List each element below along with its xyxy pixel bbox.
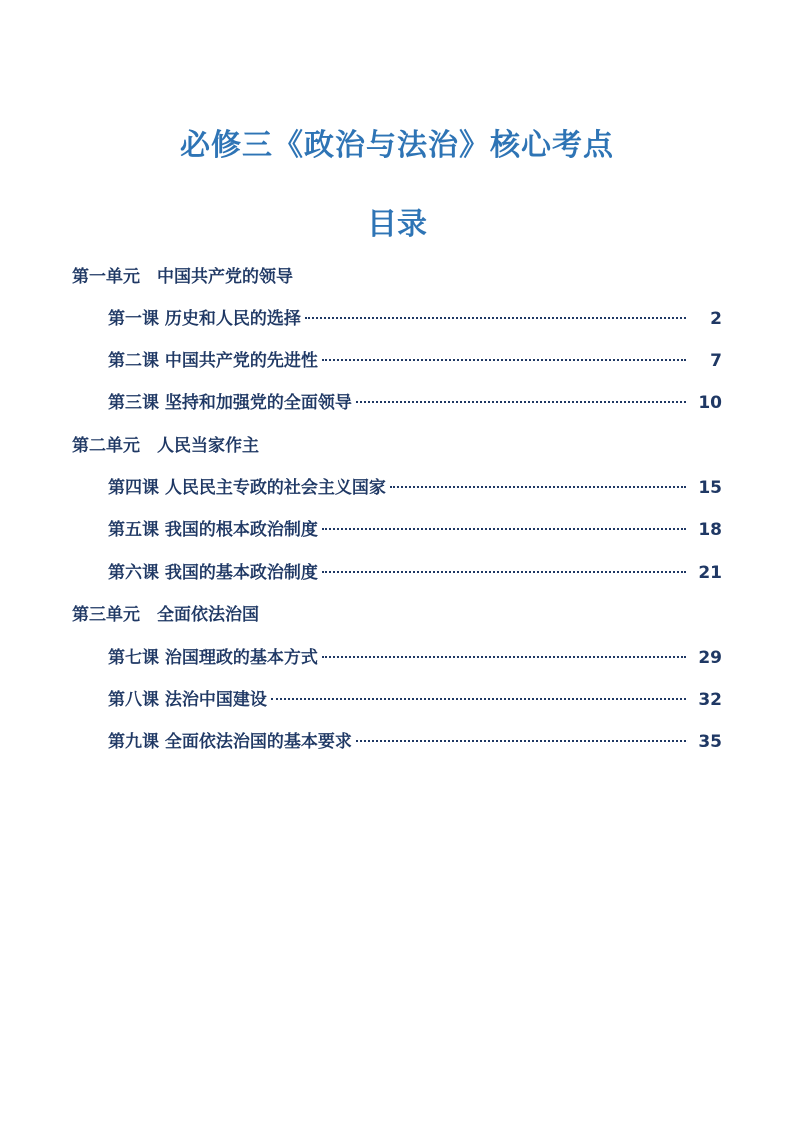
toc-lesson-1[interactable] [108, 307, 722, 331]
dot-leader [322, 571, 686, 573]
page-number: 2 [710, 309, 722, 329]
dot-leader [322, 359, 686, 361]
lesson-title: 第一课 历史和人民的选择 [108, 309, 301, 329]
toc-lesson-4[interactable] [108, 476, 722, 500]
toc-lesson-7[interactable] [108, 646, 722, 670]
toc-unit-1[interactable]: 第一单元 中国共产党的领导 [72, 267, 293, 287]
page-number: 35 [698, 732, 722, 752]
page-number: 21 [698, 563, 722, 583]
page-number: 32 [698, 690, 722, 710]
dot-leader [390, 486, 686, 488]
lesson-title: 第五课 我国的根本政治制度 [108, 520, 318, 540]
document-title: 必修三《政治与法治》核心考点 [180, 128, 614, 163]
toc-heading: 目录 [367, 207, 427, 242]
lesson-title: 第二课 中国共产党的先进性 [108, 351, 318, 371]
toc-unit-2[interactable]: 第二单元 人民当家作主 [72, 436, 259, 456]
dot-leader [356, 740, 686, 742]
lesson-title: 第七课 治国理政的基本方式 [108, 648, 318, 668]
lesson-title: 第四课 人民民主专政的社会主义国家 [108, 478, 386, 498]
toc-lesson-3[interactable] [108, 391, 722, 415]
page-number: 29 [698, 648, 722, 668]
page-number: 15 [698, 478, 722, 498]
toc-lesson-5[interactable] [108, 518, 722, 542]
dot-leader [305, 317, 686, 319]
page-number: 10 [698, 393, 722, 413]
dot-leader [322, 656, 686, 658]
toc-lesson-8[interactable] [108, 688, 722, 712]
page-number: 7 [710, 351, 722, 371]
toc-lesson-9[interactable] [108, 730, 722, 754]
toc-lesson-2[interactable] [108, 349, 722, 373]
dot-leader [271, 698, 686, 700]
lesson-title: 第八课 法治中国建设 [108, 690, 267, 710]
toc-unit-3[interactable]: 第三单元 全面依法治国 [72, 605, 259, 625]
lesson-title: 第三课 坚持和加强党的全面领导 [108, 393, 352, 413]
toc-lesson-6[interactable] [108, 561, 722, 585]
dot-leader [356, 401, 686, 403]
lesson-title: 第六课 我国的基本政治制度 [108, 563, 318, 583]
dot-leader [322, 528, 686, 530]
page-number: 18 [698, 520, 722, 540]
lesson-title: 第九课 全面依法治国的基本要求 [108, 732, 352, 752]
